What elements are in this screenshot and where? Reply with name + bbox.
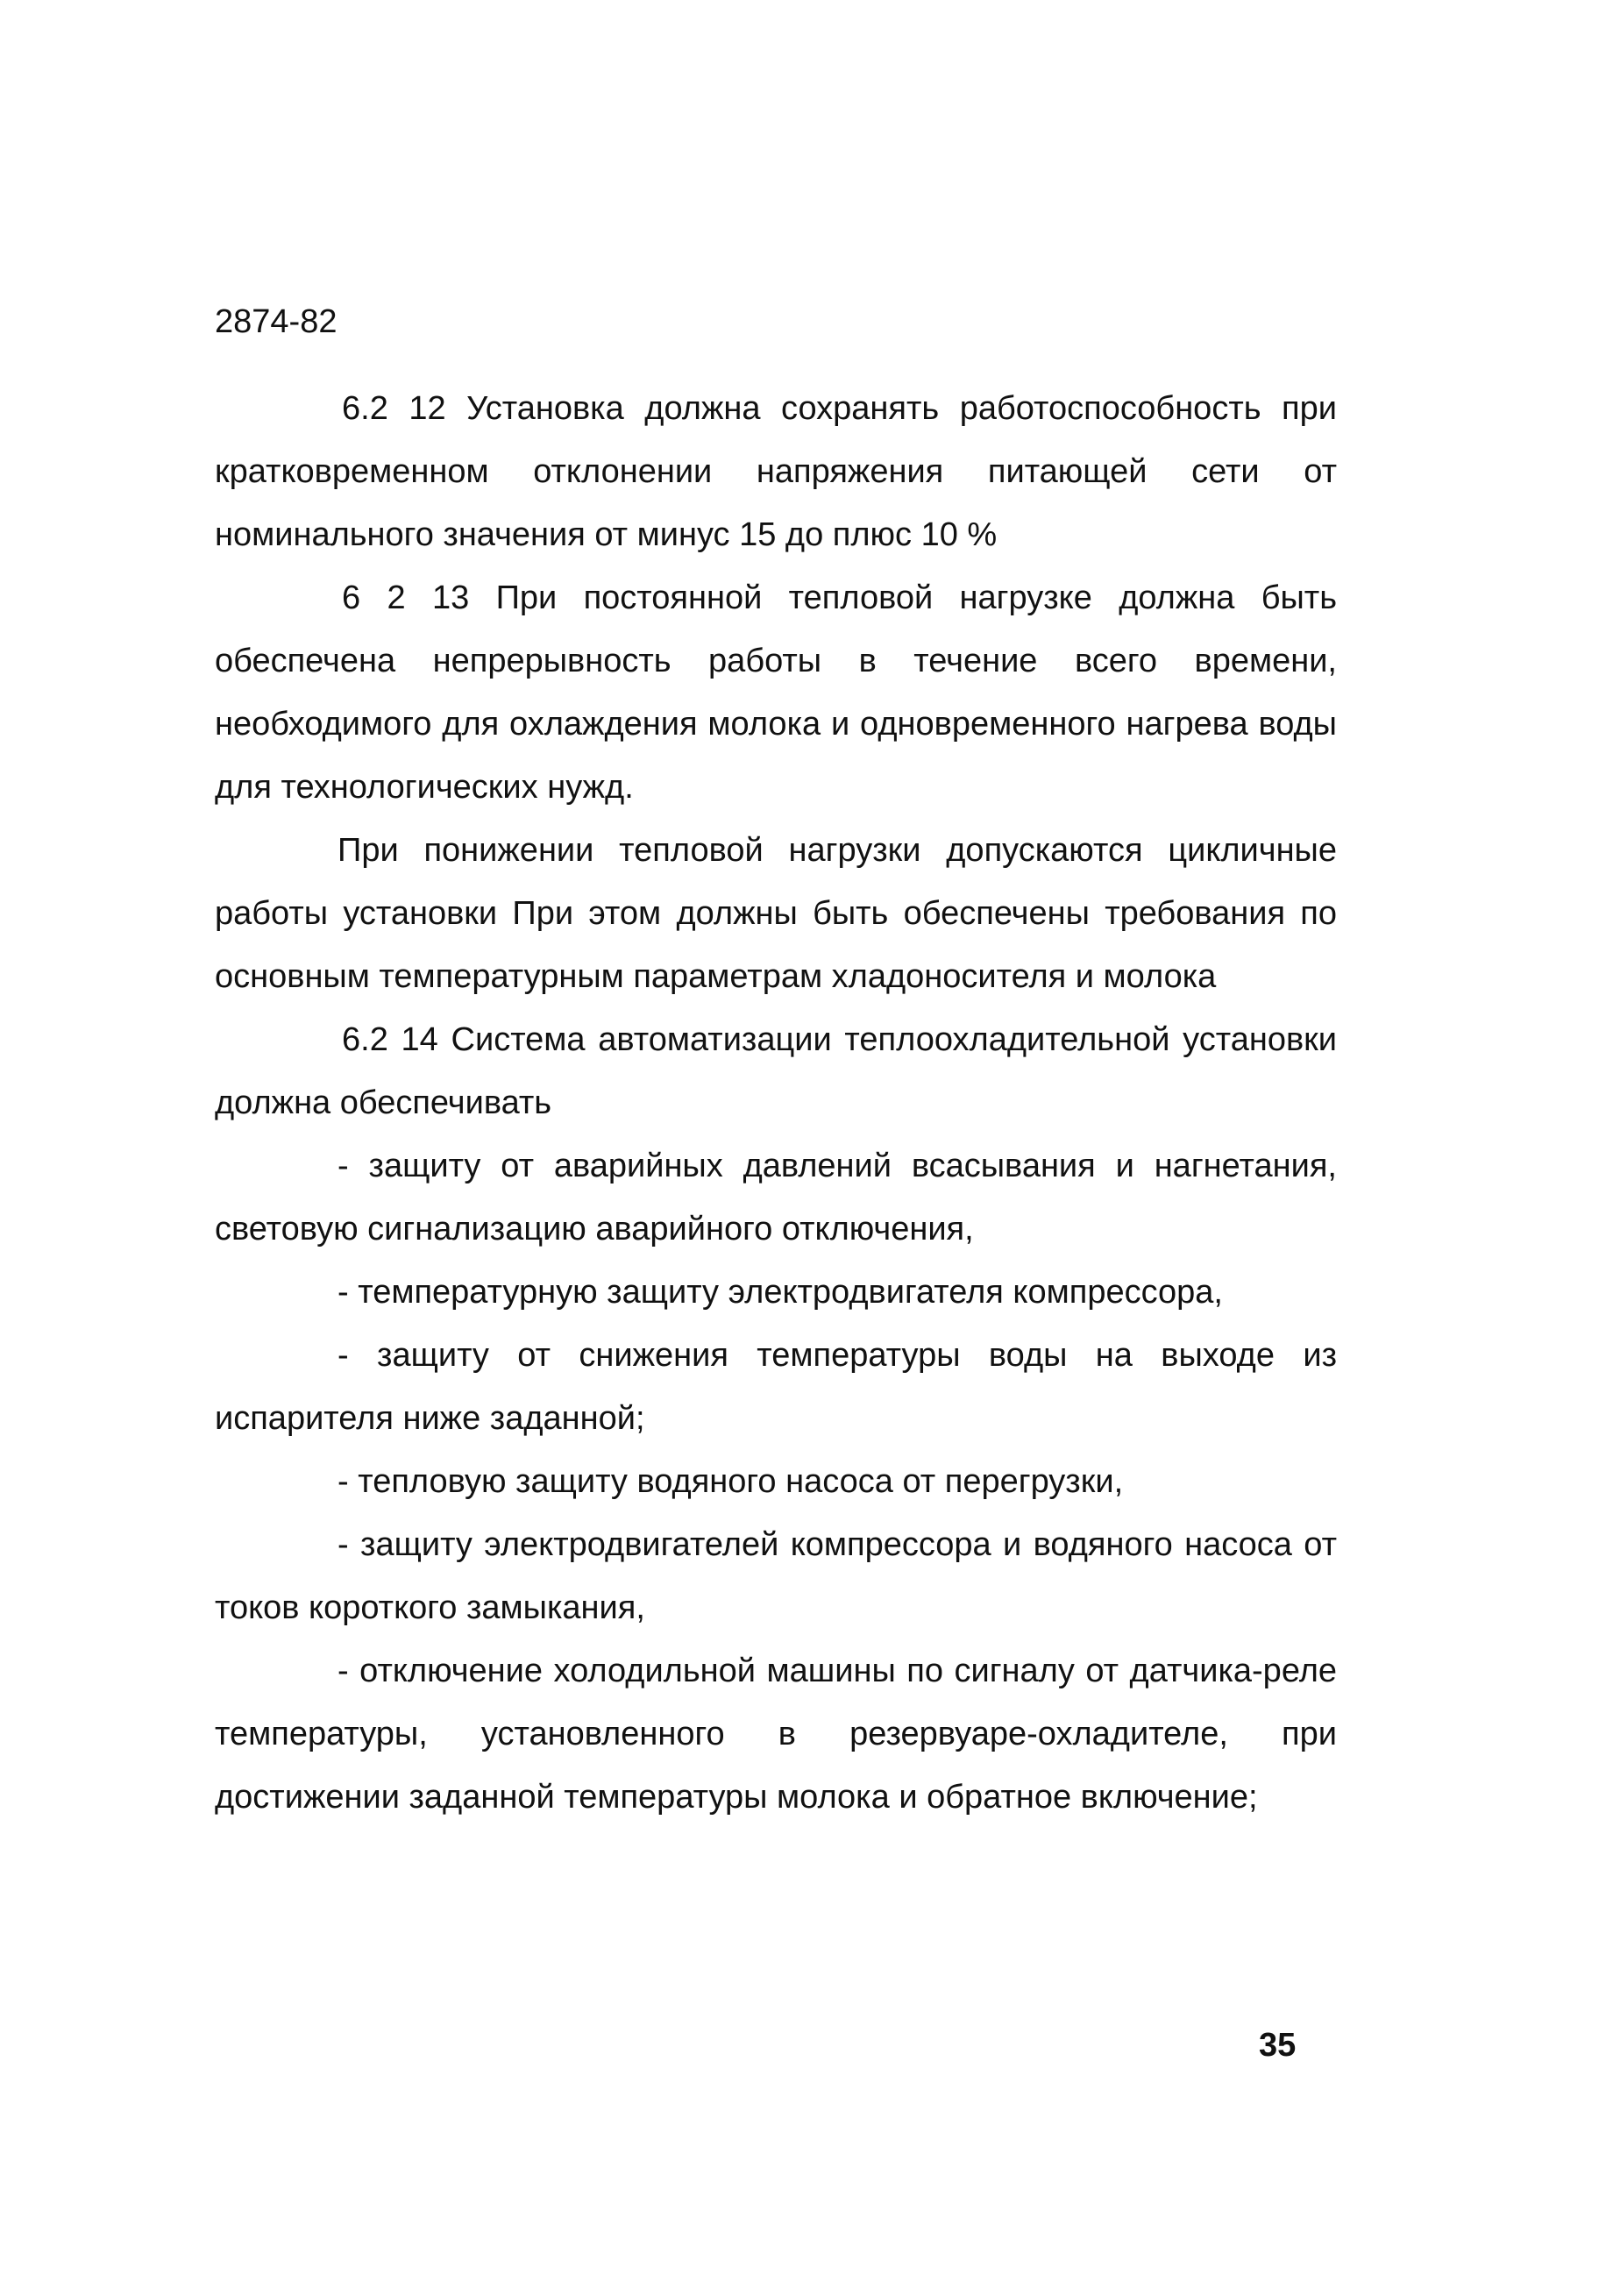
page-number: 35	[1259, 2027, 1297, 2064]
document-code: 2874-82	[215, 303, 338, 340]
list-item: - тепловую защиту водяного насоса от перегрузки,	[338, 1463, 1124, 1500]
list-item: - защиту электродвигателей компрессора и водяного насоса от токов короткого замыкания,	[215, 1526, 1337, 1626]
list-item: - отключение холодильной машины по сигналу от датчика-реле температуры, установленного в резервуаре-охладителе, при достижении заданной температуры молока и обратное включение;	[215, 1653, 1337, 1816]
paragraph-6-2-12: 6.2 12 Установка должна сохранять работоспособность при кратковременном отклонении напряжения питающей сети от номинального значения от минус 15 до плюс 10 %	[215, 390, 1337, 553]
document-body	[215, 377, 1337, 1829]
paragraph-6-2-14: 6.2 14 Система автоматизации теплоохладительной установки должна обеспечивать	[215, 1021, 1337, 1121]
list-item: - температурную защиту электродвигателя компрессора,	[338, 1274, 1223, 1311]
paragraph-6-2-13: 6 2 13 При постоянной тепловой нагрузке должна быть обеспечена непрерывность работы в течение всего времени, необходимого для охлаждения молока и одновременного нагрева воды для технологических нужд.	[215, 579, 1337, 806]
paragraph-thermal-load: При понижении тепловой нагрузки допускаются цикличные работы установки При этом должны быть обеспечены требования по основным температурным параметрам хладоносителя и молока	[215, 832, 1337, 995]
list-item: - защиту от аварийных давлений всасывания и нагнетания, световую сигнализацию аварийного отключения,	[215, 1148, 1337, 1248]
list-item: - защиту от снижения температуры воды на выходе из испарителя ниже заданной;	[215, 1337, 1337, 1437]
